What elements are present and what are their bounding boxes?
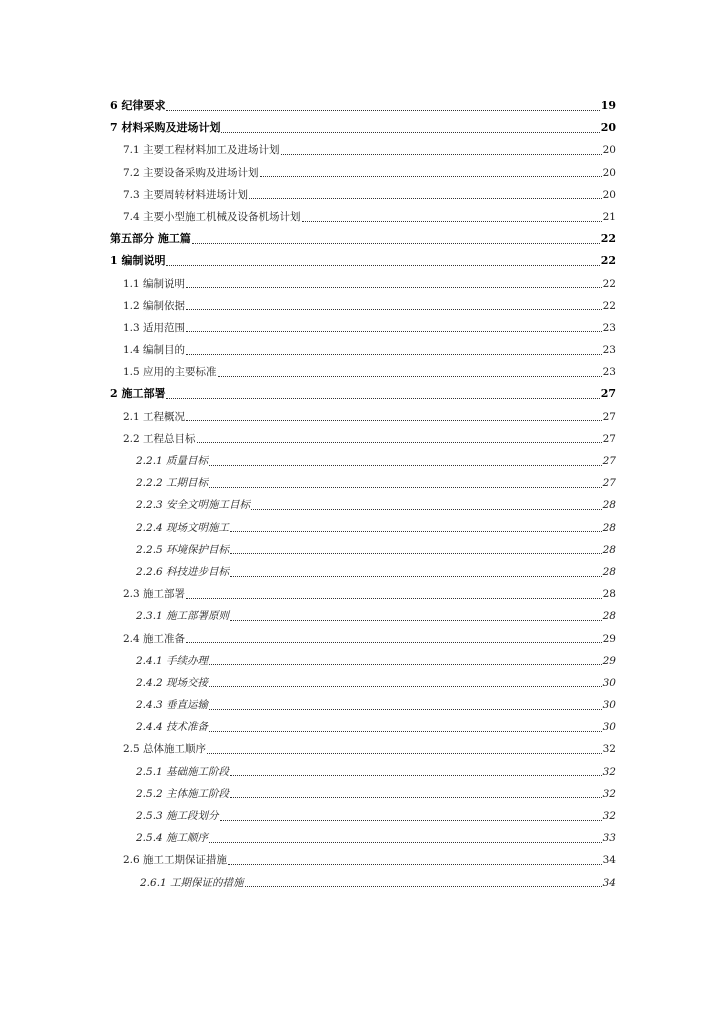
toc-entry-page-number: 28 <box>602 543 616 556</box>
toc-entry[interactable] <box>110 494 616 516</box>
toc-entry-title: 2.5.1 基础施工阶段 <box>136 765 230 778</box>
toc-entry-page-number: 28 <box>602 565 616 578</box>
toc-entry-page-number: 33 <box>602 832 616 845</box>
toc-entry[interactable] <box>110 139 616 161</box>
toc-entry-title: 2.6 施工工期保证措施 <box>123 854 228 867</box>
toc-entry-title: 2.5.2 主体施工阶段 <box>136 787 230 800</box>
toc-entry-page-number: 28 <box>602 521 616 534</box>
toc-entry[interactable] <box>110 117 616 139</box>
toc-entry-title: 2.4.2 现场交接 <box>136 676 209 689</box>
toc-entry[interactable] <box>110 406 616 428</box>
toc-entry-title: 2.3.1 施工部署原则 <box>136 610 230 623</box>
toc-entry-page-number: 22 <box>602 299 616 312</box>
toc-entry[interactable] <box>110 628 616 650</box>
toc-entry[interactable] <box>110 650 616 672</box>
toc-entry-title: 2.5.3 施工段划分 <box>136 810 219 822</box>
toc-entry-title: 2.2.2 工期目标 <box>136 477 209 490</box>
toc-entry-title: 1.5 应用的主要标准 <box>123 366 217 379</box>
toc-entry[interactable] <box>110 162 616 184</box>
toc-entry-title: 第五部分 施工篇 <box>110 232 191 246</box>
toc-leader-dots <box>197 442 602 443</box>
toc-entry[interactable] <box>110 428 616 450</box>
toc-leader-dots <box>230 576 602 577</box>
toc-entry[interactable] <box>110 295 616 317</box>
toc-entry-title: 1.2 编制依据 <box>123 299 186 312</box>
toc-entry-page-number: 23 <box>602 366 616 379</box>
toc-entry[interactable] <box>110 206 616 228</box>
toc-leader-dots <box>281 154 602 155</box>
toc-leader-dots <box>260 176 602 177</box>
toc-entry-title: 2.5 总体施工顺序 <box>123 743 207 756</box>
toc-leader-dots <box>230 620 602 621</box>
toc-entry[interactable] <box>110 517 616 539</box>
toc-entry-page-number: 20 <box>602 144 616 157</box>
toc-entry[interactable] <box>110 383 616 405</box>
toc-entry-page-number: 30 <box>602 676 616 689</box>
toc-leader-dots <box>209 664 602 665</box>
toc-leader-dots <box>209 686 602 687</box>
toc-entry-title: 2.2.5 环境保护目标 <box>136 543 230 556</box>
toc-entry-title: 7.4 主要小型施工机械及设备机场计划 <box>123 210 301 223</box>
toc-entry-title: 7.1 主要工程材料加工及进场计划 <box>123 144 280 157</box>
toc-entry-title: 2.4 施工准备 <box>123 632 186 645</box>
toc-entry-page-number: 27 <box>602 477 616 490</box>
toc-entry-page-number: 20 <box>600 121 616 135</box>
toc-entry-page-number: 23 <box>602 321 616 334</box>
toc-leader-dots <box>230 775 602 776</box>
toc-entry[interactable] <box>110 95 616 117</box>
toc-leader-dots <box>209 709 602 710</box>
toc-entry-page-number: 22 <box>600 254 616 268</box>
toc-entry-page-number: 27 <box>600 387 616 401</box>
toc-leader-dots <box>230 797 602 798</box>
toc-entry[interactable] <box>110 539 616 561</box>
toc-leader-dots <box>221 132 599 133</box>
toc-entry-page-number: 34 <box>602 854 616 867</box>
toc-entry[interactable] <box>110 561 616 583</box>
toc-entry-page-number: 20 <box>602 188 616 201</box>
toc-entry-page-number: 32 <box>602 743 616 756</box>
toc-entry[interactable] <box>110 361 616 383</box>
toc-leader-dots <box>230 531 602 532</box>
toc-entry[interactable] <box>110 672 616 694</box>
toc-entry-page-number: 27 <box>602 432 616 445</box>
toc-leader-dots <box>186 354 602 355</box>
toc-entry-title: 2 施工部署 <box>110 387 166 401</box>
toc-leader-dots <box>220 820 602 821</box>
toc-entry[interactable] <box>110 228 616 250</box>
toc-leader-dots <box>186 420 602 421</box>
toc-entry-title: 2.3 施工部署 <box>123 588 186 601</box>
toc-entry[interactable] <box>110 317 616 339</box>
toc-leader-dots <box>230 553 602 554</box>
toc-entry[interactable] <box>110 694 616 716</box>
table-of-contents <box>110 95 616 894</box>
toc-entry[interactable] <box>110 273 616 295</box>
toc-entry[interactable] <box>110 783 616 805</box>
toc-leader-dots <box>166 265 599 266</box>
toc-leader-dots <box>186 309 602 310</box>
toc-leader-dots <box>302 221 602 222</box>
toc-leader-dots <box>245 886 602 887</box>
toc-leader-dots <box>251 509 602 510</box>
toc-leader-dots <box>209 731 602 732</box>
toc-entry[interactable] <box>110 738 616 760</box>
toc-entry-title: 2.4.3 垂直运输 <box>136 699 209 712</box>
toc-entry-page-number: 32 <box>602 765 616 778</box>
toc-entry-page-number: 21 <box>602 210 616 223</box>
toc-entry[interactable] <box>110 250 616 272</box>
toc-entry-title: 2.6.1 工期保证的措施 <box>140 876 244 889</box>
toc-leader-dots <box>209 465 602 466</box>
toc-entry-page-number: 29 <box>602 654 616 667</box>
toc-entry-title: 6 纪律要求 <box>110 99 166 112</box>
toc-entry-page-number: 32 <box>602 787 616 800</box>
toc-entry-title: 7.3 主要周转材料进场计划 <box>123 188 249 201</box>
toc-entry[interactable] <box>110 184 616 206</box>
toc-leader-dots <box>166 398 599 399</box>
toc-leader-dots <box>192 243 600 244</box>
toc-entry-page-number: 30 <box>602 721 616 734</box>
toc-leader-dots <box>186 642 602 643</box>
toc-entry-title: 2.4.4 技术准备 <box>136 721 209 734</box>
toc-entry-page-number: 30 <box>602 699 616 712</box>
toc-entry-title: 1.1 编制说明 <box>123 277 186 290</box>
toc-leader-dots <box>228 864 602 865</box>
toc-entry-title: 2.1 工程概况 <box>123 410 186 423</box>
toc-leader-dots <box>209 487 602 488</box>
toc-entry-title: 2.2.6 科技进步目标 <box>136 565 230 578</box>
toc-entry-title: 2.2.4 现场文明施工 <box>136 521 230 534</box>
toc-entry[interactable] <box>110 849 616 871</box>
toc-entry[interactable] <box>110 450 616 472</box>
toc-entry-title: 7 材料采购及进场计划 <box>110 121 221 135</box>
toc-leader-dots <box>209 842 602 843</box>
toc-entry[interactable] <box>110 805 616 827</box>
toc-entry-page-number: 29 <box>602 632 616 645</box>
toc-entry-page-number: 22 <box>600 232 616 246</box>
toc-entry-title: 1 编制说明 <box>110 254 166 268</box>
toc-entry[interactable] <box>110 339 616 361</box>
toc-entry-title: 2.2.1 质量目标 <box>136 455 209 467</box>
toc-entry-page-number: 20 <box>602 166 616 179</box>
toc-entry-title: 1.3 适用范围 <box>123 321 186 334</box>
toc-entry-page-number: 19 <box>600 99 616 112</box>
toc-entry[interactable] <box>110 761 616 783</box>
toc-leader-dots <box>207 753 602 754</box>
toc-leader-dots <box>186 598 602 599</box>
toc-entry-page-number: 27 <box>602 410 616 423</box>
toc-entry-title: 7.2 主要设备采购及进场计划 <box>123 166 259 179</box>
toc-entry-page-number: 34 <box>602 876 616 889</box>
toc-entry-title: 2.2 工程总目标 <box>123 432 196 445</box>
toc-leader-dots <box>249 198 602 199</box>
toc-entry-title: 2.4.1 手续办理 <box>136 654 209 667</box>
toc-entry[interactable] <box>110 827 616 849</box>
toc-entry[interactable] <box>110 472 616 494</box>
toc-entry-title: 1.4 编制目的 <box>123 344 186 357</box>
toc-entry[interactable] <box>110 583 616 605</box>
toc-entry-page-number: 28 <box>602 499 616 512</box>
toc-entry-page-number: 27 <box>602 455 616 467</box>
toc-entry[interactable] <box>110 716 616 738</box>
toc-entry-title: 2.2.3 安全文明施工目标 <box>136 499 251 512</box>
toc-leader-dots <box>186 287 602 288</box>
toc-entry-page-number: 23 <box>602 344 616 357</box>
toc-entry-page-number: 32 <box>602 810 616 822</box>
toc-entry-page-number: 28 <box>602 610 616 623</box>
toc-entry[interactable] <box>110 605 616 627</box>
toc-leader-dots <box>218 376 602 377</box>
toc-entry[interactable] <box>110 872 616 894</box>
toc-entry-page-number: 22 <box>602 277 616 290</box>
toc-leader-dots <box>166 110 599 111</box>
toc-leader-dots <box>186 331 602 332</box>
toc-entry-page-number: 28 <box>602 588 616 601</box>
toc-entry-title: 2.5.4 施工顺序 <box>136 832 209 845</box>
